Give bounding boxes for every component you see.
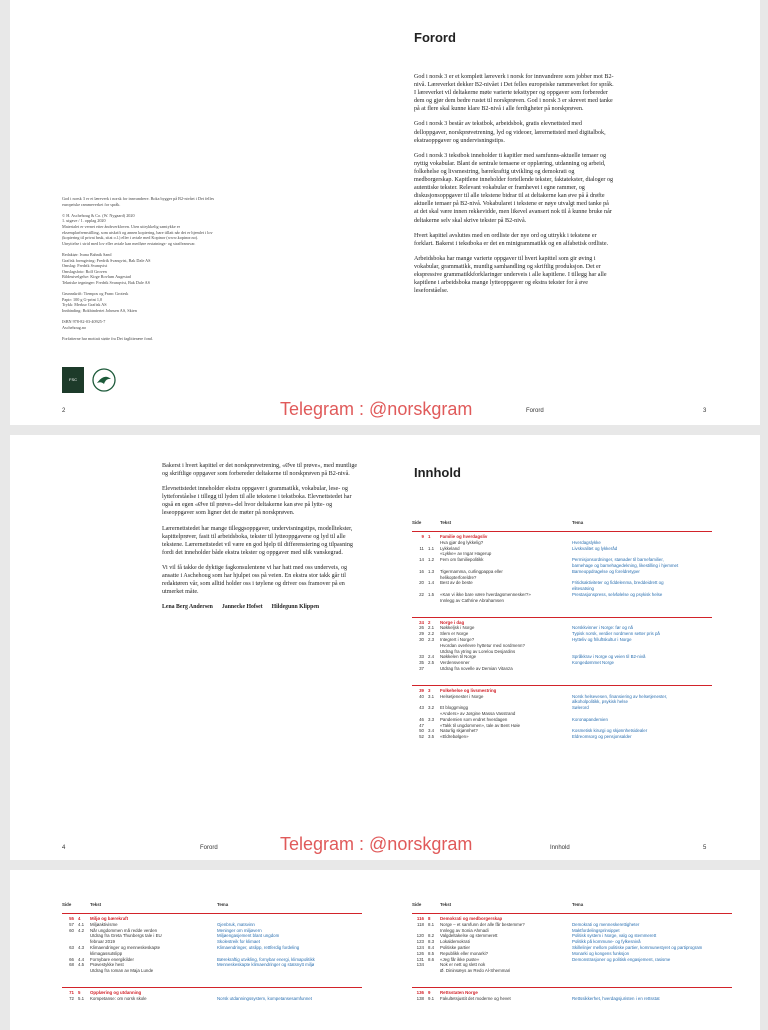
toc-title: «Kan vi ikke bare være hverdagsmennesker?» — [440, 591, 531, 597]
toc-number: 1.3 — [428, 568, 435, 574]
toc-theme: Livskvalitet og lykkeråd — [572, 545, 618, 551]
toc-title: Miljø og bærekraft — [90, 916, 129, 921]
toc-theme: Meninger om miljøvern — [217, 927, 262, 933]
toc-theme: Maktfordelingsprinsippet — [572, 927, 620, 933]
imprint-line: Grafisk formgiving: Fredrik Svanqvist, Bak Dale AS — [62, 257, 151, 263]
toc-theme: Monarki og kongens funksjon — [572, 950, 630, 956]
toc-theme: Barneoppdragelse og foreldretyper — [572, 568, 640, 574]
toc-number: 3 — [428, 687, 431, 693]
toc-header — [62, 902, 362, 910]
toc-page: 29 — [419, 631, 424, 637]
toc-page: 136 — [416, 989, 424, 995]
toc-title: Prøvestykke hest — [90, 962, 124, 968]
toc-number: 4.2 — [78, 927, 85, 933]
toc-theme: Sølerord — [572, 705, 589, 711]
toc-title: Nøkkeljsk i Norge — [440, 625, 475, 631]
toc-title: Demokrati og medborgerskap — [440, 916, 503, 921]
toc-title: Integrert i Norge? — [440, 636, 475, 642]
imprint-line: Materialet er vernet etter åndsverkloven. Uten uttrykkelig samtykke er — [62, 223, 181, 229]
toc-title: helikopterforeldre? — [440, 574, 477, 580]
toc-theme: elitesatsing — [572, 586, 594, 592]
toc-header — [412, 902, 732, 910]
page-number: 3 — [703, 408, 707, 414]
imprint-line: (kopiering til privat bruk, sitat o.l.) eller i avtale med Kopinor (www.kopinor.no). — [62, 235, 199, 241]
toc-number: 5 — [78, 989, 81, 995]
toc-row[interactable] — [412, 666, 712, 672]
author-names — [162, 603, 364, 611]
toc-title: Miljøaktivisme — [90, 921, 118, 927]
toc-page: 118 — [417, 921, 424, 927]
toc-page: 131 — [416, 956, 424, 962]
toc-theme: Politisk system i Norge, valg og stemmerett — [572, 933, 657, 939]
toc-number: 2.3 — [428, 636, 435, 642]
toc-theme: alkoholpolitikk, psykisk helse — [572, 699, 628, 705]
paragraph: Arbeidsboka har mange varierte oppgaver til hvert kapittel som gir øving i vokabular, grammatikk, muntlig samhandling og skriftlig produksjon. Det er ekspressive grammatikkforklaringer underveis i alle kapitlene. I tillegg har alle kapitlene i arbeidsboka mange lytteoppgaver og ekstra tekster for å øve leseforståelse. — [414, 255, 607, 295]
toc-title: Opplæring og utdanning — [90, 989, 142, 995]
toc-number: 2.2 — [428, 631, 435, 637]
toc-page: 60 — [69, 927, 74, 933]
toc-number: 4.3 — [78, 944, 85, 950]
author: Lena Berg Andersen — [162, 604, 213, 611]
imprint-line: eksemplarfremstilling, som utskrift og annen kopiering, bare tillatt når det er hjemlet i lov — [62, 229, 213, 235]
paragraph: Hvert kapittel avsluttes med en ordliste der nye ord og uttrykk i tekstene er forklart. Bakerst i tekstboka er det en minigrammatikk og en alfabetisk ordliste. — [414, 232, 609, 247]
toc-page: 123 — [416, 939, 424, 945]
author: Hildegunn Klippen — [271, 604, 320, 611]
imprint-line: Omslagsfoto: Rolf Groven — [62, 268, 107, 274]
imprint-line: Innbinding: Bokbinderiet Johnsen AS, Skien — [62, 307, 137, 313]
imprint-line: Trykk: Merkur Grafisk AS — [62, 302, 107, 308]
table-of-contents-left — [62, 902, 362, 1012]
toc-title: Fakultetsjustit det moderne og hevet — [440, 995, 511, 1001]
toc-number: 1.5 — [428, 591, 435, 597]
toc-row[interactable] — [412, 734, 712, 740]
toc-number: 3.5 — [428, 734, 435, 740]
toc-title: Hvordan overlevre hyttetur med nordmenn? — [440, 642, 525, 648]
imprint-line: Grunnskrift: Tiempos og Franc Grotesk — [62, 291, 129, 297]
imprint-line: 1. utgave / 1. opplag 2020 — [62, 218, 106, 224]
toc-theme: Demokrati og menneskerettigheter — [572, 921, 640, 927]
toc-title: Hva gjør deg lykkelig? — [440, 539, 484, 545]
toc-page: 43 — [419, 705, 424, 711]
toc-number: 8 — [428, 916, 431, 921]
col-tema-header: Tema — [572, 902, 584, 907]
toc-page: 11 — [419, 545, 424, 551]
toc-page: 14 — [419, 557, 424, 563]
toc-number: 4.1 — [78, 921, 85, 927]
toc-theme: Fritidsaktiviteter og fiddelenma, breddeidrett og — [572, 580, 664, 586]
toc-title: klimagassutslipp — [90, 950, 123, 956]
toc-title: Ø. Dininsæys av Redo Al-Shemmari — [440, 968, 511, 974]
toc-theme: Menneskeskapte klimaendringer og statsnytt miljø — [217, 962, 315, 968]
toc-theme: Klimaendringer, utslipp, rettferdig fordeling — [217, 944, 300, 950]
toc-number: 8.2 — [428, 933, 435, 939]
toc-theme: Bærekraftig utvikling, fornybar energi, klimapolitikk — [217, 956, 315, 962]
toc-theme: barnehage og barnehagedekning, likestilling i hjemmet — [572, 562, 679, 568]
col-tekst-header: Tekst — [440, 902, 452, 907]
toc-title: «Anders» av Jørgine Massa Vasstrand — [440, 710, 516, 716]
toc-page: 68 — [69, 962, 74, 968]
toc-page: 46 — [419, 716, 424, 722]
imprint-line: God i norsk 3 er et læreverk i norsk for innvandrere. Boka bygger på B2-nivået i Det felles — [62, 196, 215, 201]
watermark: Telegram : @norskgram — [280, 834, 473, 854]
toc-title: Norge – et samfunn der alle får bestemme? — [440, 921, 525, 927]
imprint-line: europeiske rammeverket for språk. — [62, 201, 121, 207]
toc-title: Rettsstaten Norge — [440, 989, 478, 995]
toc-number: 8.6 — [428, 956, 435, 962]
toc-page: 9 — [421, 534, 424, 539]
col-tema-header: Tema — [217, 902, 229, 907]
toc-theme: Norsk helsevesen, finansiering av helsetjenester, — [572, 693, 668, 699]
author: Jannecke Hofset — [221, 604, 263, 611]
spread-3 — [10, 870, 760, 1030]
forord-text — [414, 73, 614, 302]
toc-number: 4.4 — [78, 956, 85, 962]
toc-title: Verdensvenner — [440, 660, 470, 666]
toc-title: «Jeg får ikke puste» — [440, 956, 480, 962]
col-side-header: Side — [412, 902, 422, 907]
toc-title: Nok er nett og slett nok — [440, 962, 486, 968]
imprint-line: © H. Aschehoug & Co. (W. Nygaard) 2020 — [62, 212, 135, 218]
col-side-header: Side — [412, 520, 422, 525]
toc-title: Best av de beste — [440, 580, 473, 586]
toc-page: 120 — [416, 933, 424, 939]
toc-title: Utdrag fra ytring av Lorelou Desjardins — [440, 648, 516, 654]
toc-theme: Norskkvinner i Norge: før og nå — [572, 625, 634, 631]
toc-title: Familie og hverdagsliv — [440, 534, 488, 539]
toc-theme: Norsk utdanningssystem, kompetansesamfunnet — [217, 995, 312, 1001]
forord-title: Forord — [414, 30, 456, 45]
toc-title: Republikk eller monarki? — [440, 950, 489, 956]
toc-title: Politiske partier — [440, 944, 471, 950]
toc-number: 2.5 — [428, 660, 435, 666]
toc-title: Klimaendringer og menneskeskapte — [90, 944, 161, 950]
toc-page: 30 — [419, 636, 424, 642]
paragraph: Vi vil få takke de dyktige fagkonsulentene vi har hatt med oss underveis, og ansatte i Aschehoug som har hjulpet oss på veien. En ekstra stor takk går til redaktøren vår, som alltid holder oss i tøylene og driver oss framover på en utmerket måte. — [162, 564, 348, 596]
imprint-line: Tekniske tegninger: Fredrik Svanqvist, Bak Dale AS — [62, 279, 150, 285]
toc-row[interactable] — [412, 968, 732, 974]
toc-theme: Permisjonsordninger, stønader til barnefamilier, — [572, 557, 664, 563]
toc-title: Folkehelse og livsmestring — [440, 687, 497, 693]
imprint-line: ISBN 978-82-03-40925-7 — [62, 319, 106, 325]
paragraph: Elevnettstedet inneholder ekstra oppgaver i grammatikk, vokabular, lese- og lytteforståelse i tillegg til lyden til alle tekstene i tekstboka. Elevnettstedet har også en egen «Øve til prøve»-del hvor deltakerne kan øve på lytte- og leseoppgaver som ligner det de møter på norskprøven. — [162, 486, 352, 517]
toc-title: «Takk til ungdommen», tale av Bent Høie — [440, 722, 521, 728]
toc-theme: Hytteliv og friluftskultur i Norge — [572, 636, 632, 642]
toc-title: Kompetanse: om norsk skole — [90, 995, 147, 1001]
toc-title: februar 2019 — [90, 939, 115, 945]
toc-title: Lokaldemokrati — [440, 939, 470, 945]
toc-number: 3.3 — [428, 716, 435, 722]
toc-number: 9.1 — [428, 995, 435, 1001]
toc-number: 9 — [428, 989, 431, 995]
toc-title: Tigermamma, curlingpappa eller — [440, 568, 503, 574]
toc-title: Fem om familiepolitikk — [440, 557, 484, 563]
imprint-block — [62, 196, 292, 341]
toc-theme: Språkkrav i Norge og veien til B2-nivå — [572, 654, 646, 660]
toc-page: 22 — [419, 591, 424, 597]
page-number: 4 — [62, 845, 66, 851]
toc-page: 20 — [419, 580, 424, 586]
toc-title: Valgdeltakelse og stemmerett — [440, 933, 498, 939]
toc-number: 4.5 — [78, 962, 85, 968]
toc-page: 71 — [69, 989, 74, 995]
toc-title: Utdrag fra novelle av Demian Vitanza — [440, 665, 513, 671]
col-tekst-header: Tekst — [90, 902, 102, 907]
toc-title: Et bloggmingg — [440, 705, 469, 711]
toc-theme: Kosmetisk kirurgi og skjønnhetsidealer — [572, 728, 648, 734]
imprint-line: Papir: 100 g G-print 1,0 — [62, 296, 103, 302]
toc-page: 50 — [419, 728, 424, 734]
toc-page: 52 — [419, 734, 424, 740]
toc-title: Nøkkelen til Norge — [440, 654, 477, 660]
toc-number: 8.4 — [428, 944, 435, 950]
toc-page: 134 — [416, 962, 424, 968]
toc-theme: Skolestreik for klimaet — [217, 939, 260, 945]
toc-title: Helsetjenester i Norge — [440, 693, 484, 699]
col-side-header: Side — [62, 902, 72, 907]
toc-title: Innlegg av Sonia Ahmadi — [440, 927, 489, 933]
paragraph: Bakerst i hvert kapittel er det norskprøvetrening, «Øve til prøve», med muntlige og skriftlige oppgaver som forbereder deltakerne til norskprøven på B2-nivå. — [162, 463, 358, 478]
toc-page: 33 — [419, 654, 424, 660]
toc-number: 8.1 — [428, 921, 435, 927]
toc-number: 3.2 — [428, 705, 435, 711]
page-footer: Innhold — [550, 845, 570, 851]
chapter-divider — [62, 987, 362, 988]
forord-continued — [162, 462, 364, 611]
table-of-contents-right — [412, 902, 732, 1012]
toc-title: Pandemien som endret hverdagen — [440, 716, 508, 722]
toc-number: 2.1 — [428, 625, 435, 631]
toc-page: 124 — [416, 944, 424, 950]
toc-number: 1 — [428, 534, 431, 539]
toc-page: 37 — [419, 665, 424, 671]
toc-row[interactable] — [62, 996, 362, 1002]
toc-theme: Miljøengasjement blant ungdom — [217, 933, 280, 939]
toc-number: 5.1 — [78, 995, 85, 1001]
toc-number: 3.1 — [428, 693, 435, 699]
toc-page: 72 — [69, 995, 74, 1001]
page-footer: Forord — [200, 845, 218, 851]
imprint-line: Utnyttelse i strid med lov eller avtale kan medføre erstatnings- og straffeansvar. — [62, 240, 196, 246]
toc-theme: Prestasjonspress, selvfølelse og psykisk helse — [572, 591, 663, 597]
toc-title: Fornybare energikilder — [90, 956, 134, 962]
toc-theme: Rettssikkerhet, hverdagsjuristen i en rettsstat — [572, 995, 660, 1001]
toc-theme: Hverdagslykke — [572, 539, 601, 545]
toc-number: 8.5 — [428, 950, 435, 956]
toc-page: 55 — [69, 916, 74, 921]
toc-theme: Koronapandemien — [572, 716, 608, 722]
toc-page: 47 — [419, 722, 424, 728]
toc-page: 40 — [419, 693, 424, 699]
col-tema-header: Tema — [572, 520, 584, 525]
toc-page: 116 — [416, 916, 424, 921]
col-tekst-header: Tekst — [440, 520, 452, 525]
toc-page: 57 — [69, 921, 74, 927]
toc-row[interactable] — [412, 598, 712, 604]
toc-theme: Skillelinjer mellom politiske partier, kommunestyret og partiprogram — [572, 944, 703, 950]
toc-title: Når ungdommen må redde verden — [90, 927, 158, 933]
toc-theme: Typisk norsk, verdier nordmenn setter pris på — [572, 631, 660, 637]
toc-page: 24 — [419, 619, 424, 625]
chapter-divider — [412, 617, 712, 618]
imprint-line: Omslag: Fredrik Svanqvist — [62, 263, 108, 269]
spread-2 — [10, 435, 760, 860]
paragraph: God i norsk 3 tekstbok inneholder ti kapitler med samfunns-aktuelle temaer og nyttig vokabular. Blant de sentrale temaene er opplæring, utdanning og arbeid, folkehelse og livsmestring, bærekraftig utvikling og demokrati og medborgerskap. Kapitlene inneholder fortellende tekster, faktatekster, dialoger og autentiske tekster. Relevant vokabular er framhevet i egne rammer, og diskusjonsoppgaver til alle tekstene bidrar til at deltakerne kan øve på å drøfte aktuelle temaer på B2-nivå. Vokabularet i tekstene er nøye utvalgt med tanke på at det skal være innen rekkevidde, men likevel avansert nok til å kunne bruke når deltakerne selv skal skrive tekster på B2-nivå. — [414, 152, 614, 224]
paragraph: Lærernettstedet har mange tilleggsoppgaver, undervisningstips, modelltekster, kapittelprøver, fasit til arbeidsboka, tekster til lytteoppgavene og lyd til alle tekstene. Lærernettstedet vil være en god hjelp til differensiering og tilpasning fordi det inneholder både ekstra tekster og oppgaver med ulik vanskegrad. — [162, 525, 353, 556]
toc-page: 138 — [416, 995, 424, 1001]
toc-header — [412, 520, 712, 528]
toc-row[interactable] — [412, 996, 732, 1002]
toc-title: Innlegg av Cathrine Abrahamsen — [440, 597, 504, 603]
toc-title: Naturlig skjønnhet? — [440, 728, 478, 734]
table-of-contents — [412, 520, 712, 750]
chapter-divider — [412, 685, 712, 686]
toc-title: Slem er Norge — [440, 631, 469, 637]
toc-title: Utdrag fra roman av Maja Lunde — [90, 968, 154, 974]
toc-theme: Eldreomsorg og pensjonsalder — [572, 734, 632, 740]
paragraph: God i norsk 3 er et komplett læreverk i norsk for innvandrere som jobber mot B2-nivå. Læreverket dekker B2-nivået i Det felles europeiske rammeverket for språk. I læreverket vil deltakerne møte varierte teksttyper og oppgaver som forbereder dem og gjør dem bedre rustet til norskprøven. God i norsk 3 er skrevet med tanke på at flere skal kunne klare B2-nivå i alle ferdigheter på norskprøven. — [414, 74, 614, 113]
watermark: Telegram : @norskgram — [280, 399, 473, 419]
toc-page: 26 — [419, 625, 424, 631]
toc-number: 1.2 — [428, 557, 435, 563]
toc-title: «Eldrebølgen» — [440, 734, 469, 740]
toc-number: 1.4 — [428, 580, 435, 586]
toc-theme: Gjenbruk, matsvinn — [217, 921, 255, 927]
toc-title: Utdrag fra Greta Thunbergs tale i EU — [90, 933, 162, 939]
toc-number: 1.1 — [428, 545, 435, 551]
toc-number: 2 — [428, 619, 431, 625]
toc-title: Lykkeland — [440, 545, 460, 551]
toc-title: «Lykke» av Ingar Hagerup — [440, 551, 492, 557]
page-number: 5 — [703, 845, 707, 851]
toc-number: 8.3 — [428, 939, 435, 945]
chapter-divider — [412, 987, 732, 988]
spread-1 — [10, 0, 760, 425]
toc-row[interactable] — [62, 968, 362, 974]
toc-title: Norge i dag — [440, 619, 465, 625]
toc-number: 4 — [78, 916, 81, 921]
chapter-divider — [412, 913, 732, 914]
chapter-divider — [412, 531, 712, 532]
imprint-line: Bildeutvelgelse: Kirge Rovlum Augestad — [62, 274, 131, 280]
page-footer: Forord — [526, 408, 544, 414]
fsc-logo: FSC — [62, 367, 84, 393]
toc-page: 39 — [419, 687, 424, 693]
toc-page: 126 — [416, 950, 424, 956]
swan-logo — [92, 367, 116, 393]
imprint-line: Aschehoug.no — [62, 324, 87, 330]
toc-page: 66 — [69, 956, 74, 962]
toc-theme: Demonstrasjoner og politisk engasjement, rasisme — [572, 956, 671, 962]
toc-number: 3.4 — [428, 728, 435, 734]
toc-theme: Kongedømmet Norge — [572, 660, 614, 666]
chapter-divider — [62, 913, 362, 914]
toc-page: 16 — [419, 568, 424, 574]
toc-theme: Politikk på kommune- og fylkesnivå — [572, 939, 641, 945]
imprint-line: Forfatterne har mottatt støtte fra Det faglitterære fond. — [62, 335, 153, 341]
toc-page: 63 — [69, 944, 74, 950]
paragraph: God i norsk 3 består av tekstbok, arbeidsbok, gratis elevnettsted med delloppgaver, norskprøvetrening, lyd og videoer, lærernettsted med digitalbok, ekstraoppgaver og undervisningstips. — [414, 121, 606, 144]
page-number: 2 — [62, 408, 66, 414]
toc-number: 2.4 — [428, 654, 435, 660]
toc-page: 35 — [419, 660, 424, 666]
imprint-line: Redaktør: Ivana Bahnik Sand — [62, 251, 112, 257]
innhold-title: Innhold — [414, 465, 461, 480]
